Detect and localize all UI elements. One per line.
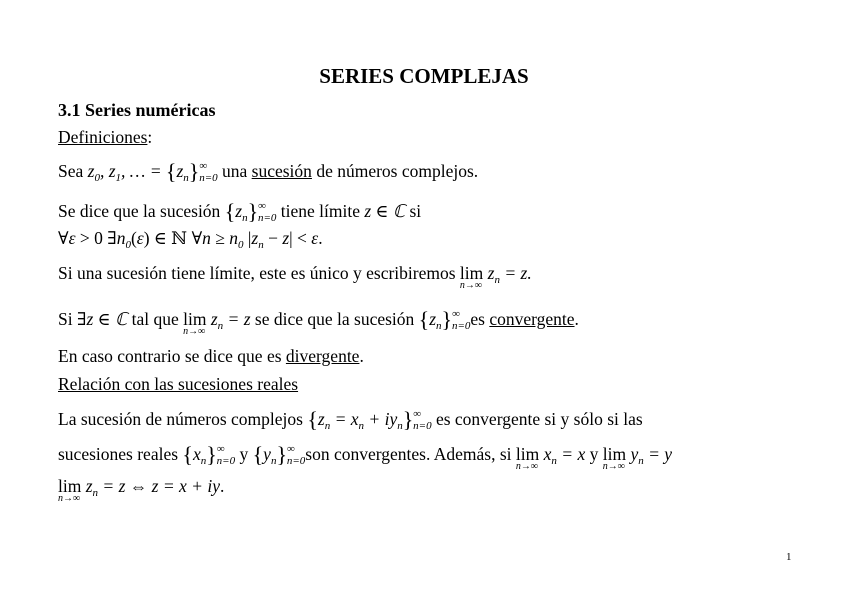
section-heading: 3.1 Series numéricas bbox=[58, 100, 216, 120]
text-sea: Sea bbox=[58, 161, 84, 181]
definitions-colon: : bbox=[147, 127, 153, 147]
math-sequence-xy: $\{z_n = x_n + iy_n\}^\infty_{n=0}$ bbox=[307, 407, 432, 432]
math-limit-1: lim n→∞ bbox=[459, 263, 484, 291]
text-y-1: y bbox=[239, 444, 249, 464]
relation-line-3: lim n→∞ $z_n = z$ ⇔ z = x + iy. bbox=[58, 476, 225, 504]
definition-line-2 bbox=[58, 200, 421, 224]
math-limit-2: lim n→∞ bbox=[183, 309, 207, 337]
text-tiene-limite: tiene límite bbox=[280, 201, 360, 221]
text-sucesion-complejos: La sucesión de números complejos bbox=[58, 409, 303, 429]
page-number: 1 bbox=[786, 551, 792, 563]
math-sequence-terms: $z_0$, $z_1$, … = bbox=[87, 161, 166, 184]
text-caso-contrario: En caso contrario se dice que es bbox=[58, 346, 282, 366]
text-son-convergentes: son convergentes. Además, si bbox=[305, 444, 512, 464]
math-sequence-set-2: $\{z_n\}^\infty_{n=0}$ bbox=[224, 199, 277, 224]
text-si-2: Si bbox=[58, 309, 73, 329]
definition-line-1 bbox=[58, 160, 478, 184]
math-sequence-set: $\{z_n\}^\infty_{n=0}$ bbox=[165, 159, 218, 184]
text-es: es bbox=[470, 309, 485, 329]
text-se-dice-2: se dice que la sucesión bbox=[254, 309, 415, 329]
relation-heading: Relación con las sucesiones reales bbox=[58, 374, 299, 394]
text-si: si bbox=[409, 201, 422, 221]
term-divergente: divergente bbox=[285, 346, 360, 366]
text-tal-que: tal que bbox=[131, 309, 179, 329]
relation-line-1 bbox=[58, 408, 643, 432]
page-title: SERIES COMPLEJAS bbox=[319, 64, 529, 88]
math-z-in-c: z ∈ ℂ bbox=[364, 201, 406, 221]
definition-line-5: Si ∃z ∈ ℂ tal que lim n→∞ $z_n = z$ se dice que la sucesión $\{z_n\}^\infty_{n=0}es$ convergente. bbox=[58, 307, 579, 337]
text-una: una bbox=[222, 161, 248, 181]
math-sequence-x: $\{x_n\}^\infty_{n=0}$ bbox=[182, 442, 236, 467]
definition-line-4: Si una sucesión tiene límite, este es único y escribiremos lim n→∞ $z_n = z$. bbox=[58, 263, 532, 291]
text-sucesiones-reales: sucesiones reales bbox=[58, 444, 179, 464]
math-limit-x: lim n→∞ bbox=[515, 444, 540, 472]
math-sequence-set-3: $\{z_n\}^\infty_{n=0}$ bbox=[418, 307, 471, 332]
math-limit-y: lim n→∞ bbox=[602, 444, 627, 472]
math-sequence-y: $\{y_n\}^\infty_{n=0}$ bbox=[252, 442, 306, 467]
term-convergente: convergente bbox=[489, 309, 575, 329]
definitions-heading bbox=[58, 127, 152, 148]
math-limit-z: lim n→∞ bbox=[58, 476, 82, 504]
term-sucesion: sucesión bbox=[251, 161, 312, 181]
relation-line-2: sucesiones reales $\{x_n\}^\infty_{n=0}$ y $\{y_n\}^\infty_{n=0}son$ convergentes. Además, si lim n→∞ $x_n = x$ y lim n→∞ $y_n = y$ bbox=[58, 442, 673, 472]
math-epsilon-definition: ∀ε > 0 $\exists n_0(\varepsilon)$ ∈ ℕ ∀n ≥ $n_0$ $|z_n - z| < \varepsilon$. bbox=[58, 228, 323, 251]
text-period-1: . bbox=[574, 309, 579, 329]
text-unico: Si una sucesión tiene límite, este es único y escribiremos bbox=[58, 263, 456, 283]
text-period-2: . bbox=[359, 346, 364, 366]
text-se-dice: Se dice que la sucesión bbox=[58, 201, 221, 221]
text-complejos: de números complejos. bbox=[316, 161, 479, 181]
definitions-heading-text: Definiciones bbox=[58, 127, 148, 147]
text-y-2: y bbox=[589, 444, 599, 464]
math-exists-z: ∃z ∈ ℂ bbox=[76, 309, 128, 329]
definition-line-6 bbox=[58, 346, 364, 367]
text-es-convergente: es convergente si y sólo si las bbox=[435, 409, 643, 429]
